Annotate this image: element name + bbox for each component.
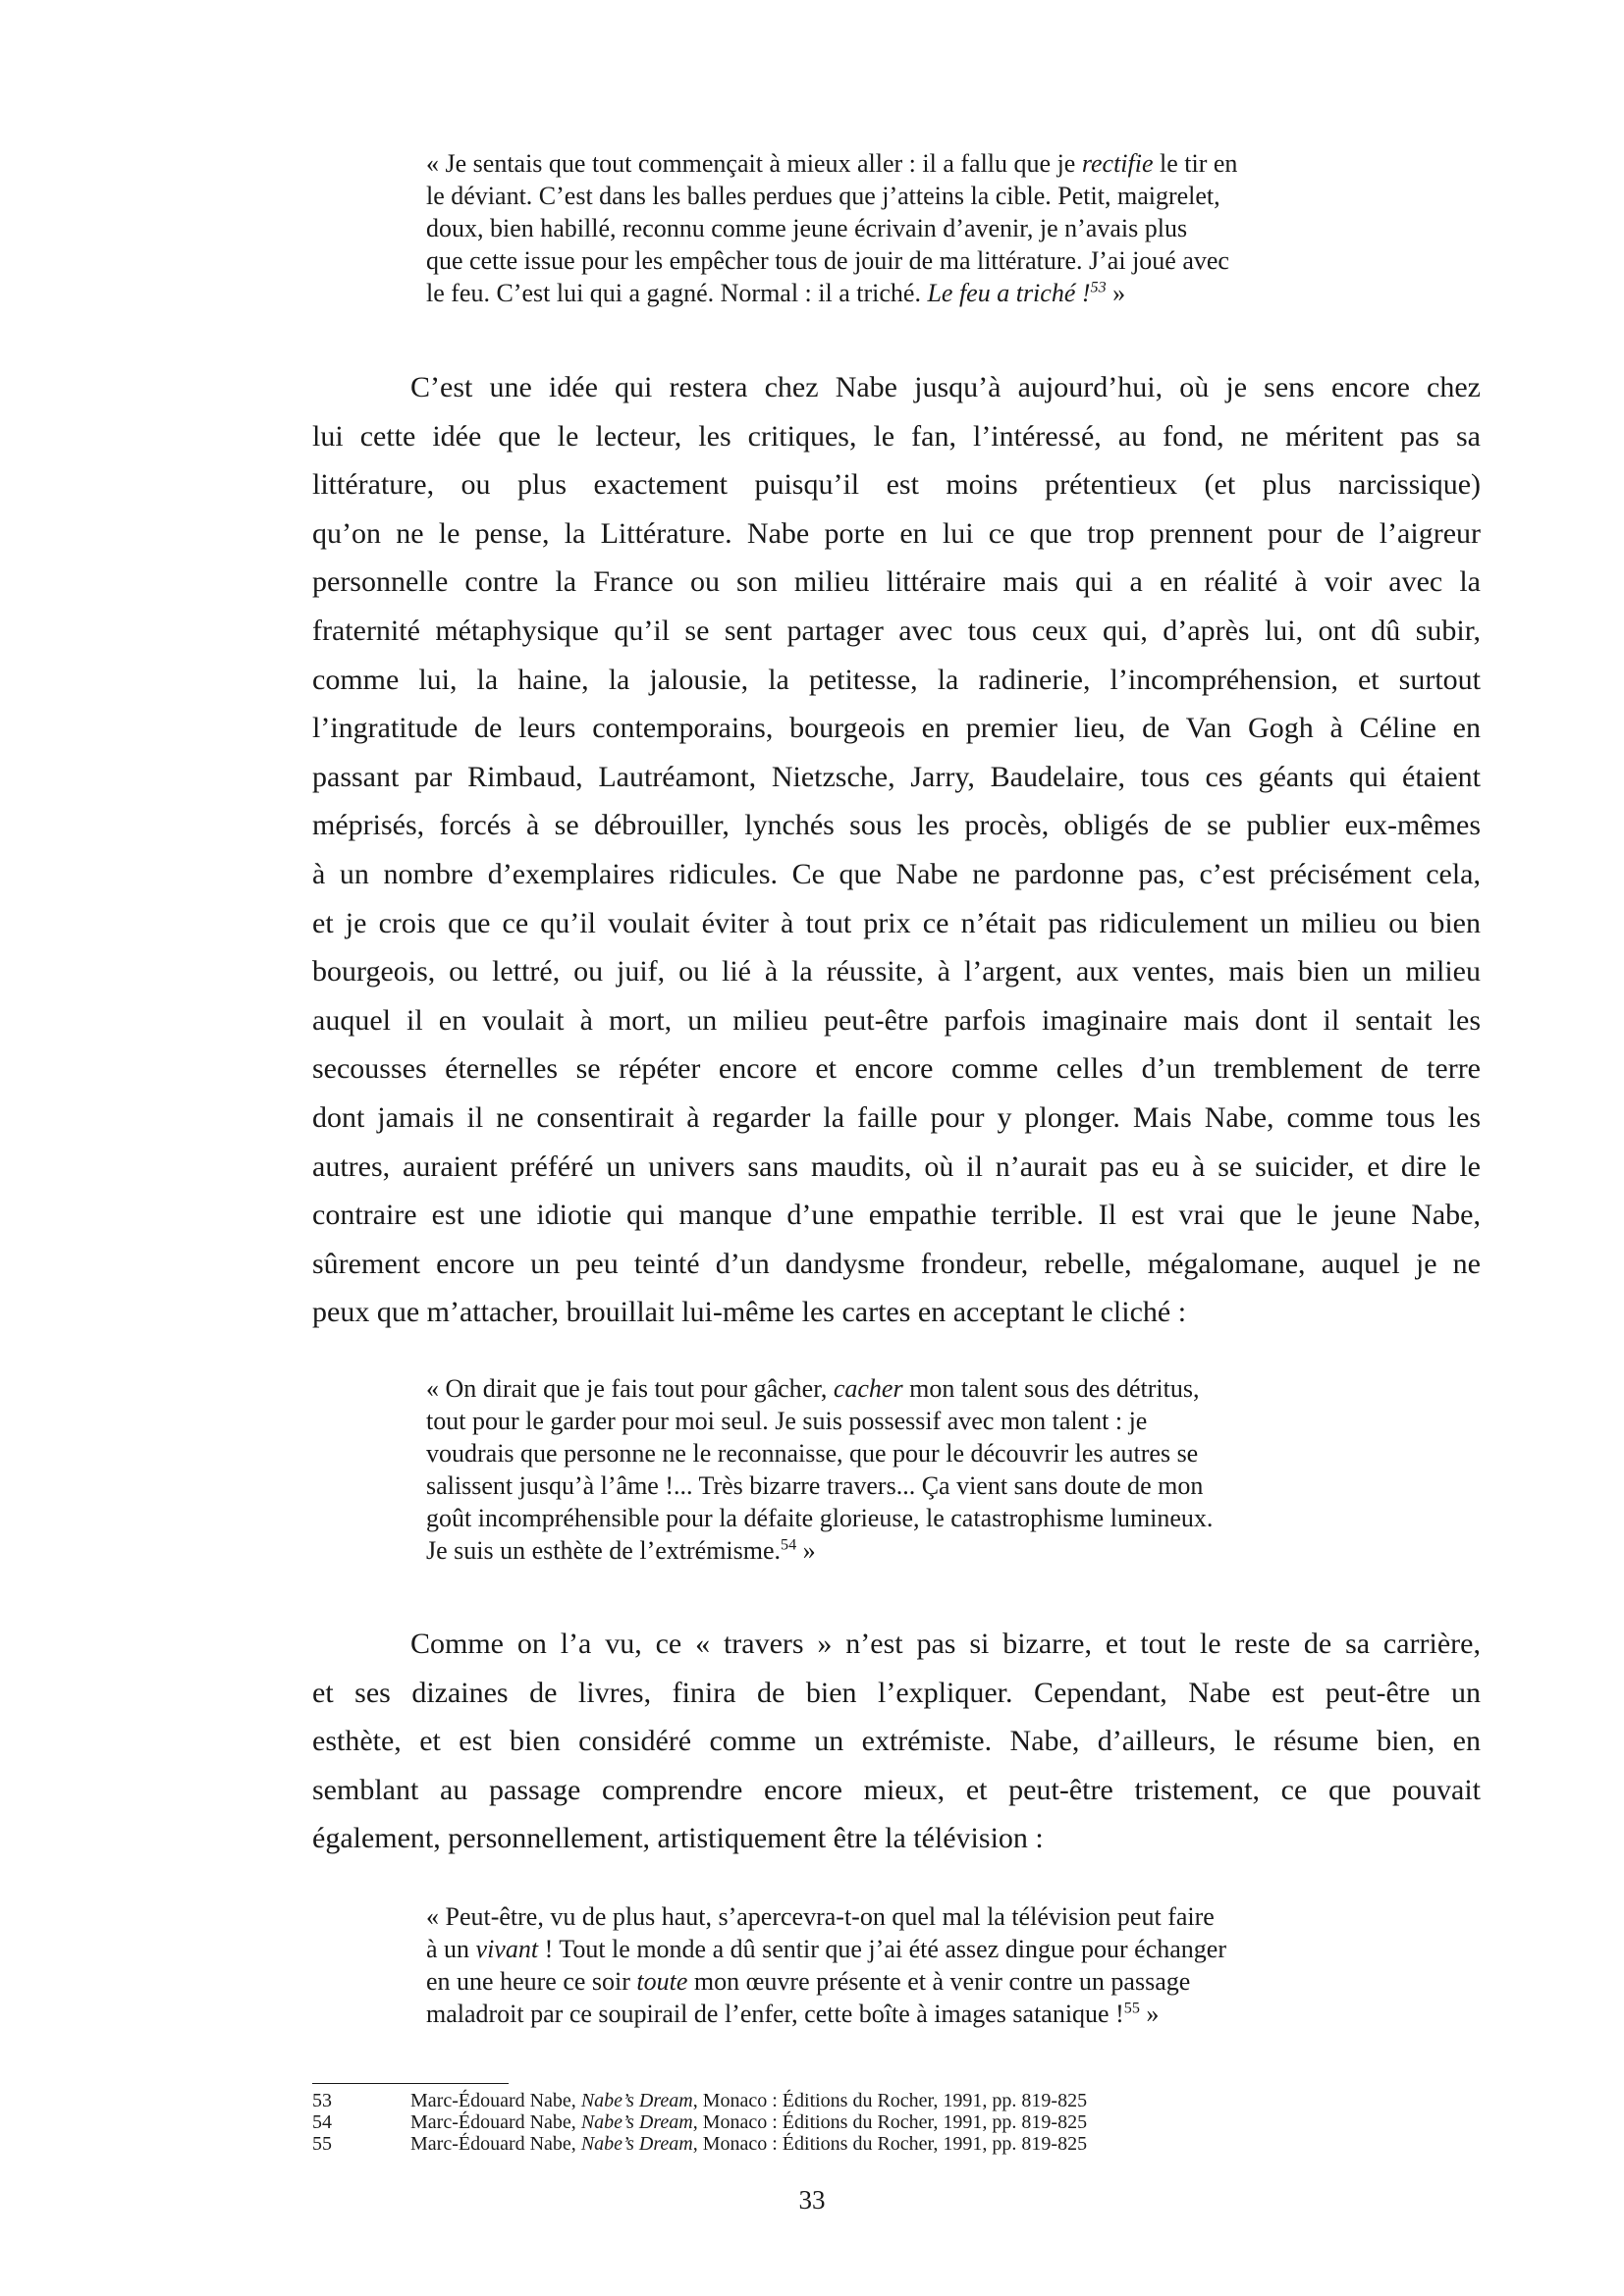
quote-line: doux, bien habillé, reconnu comme jeune écrivain d’avenir, je n’avais plus — [426, 214, 1188, 242]
paragraph-line: lui cette idée que le lecteur, les critiques, le fan, l’intéressé, au fond, ne méritent pas sa — [312, 419, 1481, 453]
footnote-text: Marc-Édouard Nabe, Nabe’s Dream, Monaco : Éditions du Rocher, 1991, pp. 819-825 — [410, 2090, 1088, 2111]
page-number: 33 — [798, 2185, 826, 2215]
paragraph-line: et ses dizaines de livres, finira de bien l’expliquer. Cependant, Nabe est peut-être un — [312, 1676, 1481, 1709]
paragraph-line: littérature, ou plus exactement puisqu’il est moins prétentieux (et plus narcissique) — [312, 468, 1481, 502]
quote-line: voudrais que personne ne le reconnaisse, que pour le découvrir les autres se — [426, 1439, 1199, 1468]
footnote-text: Marc-Édouard Nabe, Nabe’s Dream, Monaco : Éditions du Rocher, 1991, pp. 819-825 — [410, 2133, 1088, 2155]
quote-line: maladroit par ce soupirail de l’enfer, cette boîte à images satanique !$^{55}$ » — [426, 2000, 1160, 2028]
paragraph-line: contraire est une idiotie qui manque d’une empathie terrible. Il est vrai que le jeune Nabe, — [312, 1199, 1481, 1232]
block-quote-2 — [426, 1372, 1367, 1567]
footnote — [312, 2090, 1294, 2111]
footnote — [312, 2111, 1294, 2133]
footnote-ref[interactable]: 54 — [781, 1536, 797, 1554]
paragraph-line: également, personnellement, artistiquement être la télévision : — [312, 1822, 1044, 1855]
paragraph-line: méprisés, forcés à se débrouiller, lynchés sous les procès, obligés de se publier eux-mêmes — [312, 809, 1481, 842]
footnote-number: 54 — [312, 2111, 332, 2133]
footnote — [312, 2133, 1294, 2155]
footnote-number: 53 — [312, 2090, 332, 2111]
quote-line: à un vivant ! Tout le monde a dû sentir que j’ai été assez dingue pour échanger — [426, 1935, 1226, 1963]
paragraph-line: passant par Rimbaud, Lautréamont, Nietzsche, Jarry, Baudelaire, tous ces géants qui étaient — [312, 760, 1481, 793]
paragraph-line: à un nombre d’exemplaires ridicules. Ce que Nabe ne pardonne pas, c’est précisément cela, — [312, 857, 1481, 890]
paragraph-line: bourgeois, ou lettré, ou juif, ou lié à la réussite, à l’argent, aux ventes, mais bien un milieu — [312, 955, 1481, 988]
quote-line: que cette issue pour les empêcher tous de jouir de ma littérature. J’ai joué avec — [426, 246, 1229, 275]
paragraph-line: personnelle contre la France ou son milieu littéraire mais qui a en réalité à voir avec la — [312, 565, 1481, 599]
paragraph-1 — [312, 363, 1481, 1337]
footnote-ref[interactable]: 53 — [1090, 279, 1107, 296]
quote-line: Je suis un esthète de l’extrémisme.$^{54}$ » — [426, 1536, 816, 1565]
quote-line: « Je sentais que tout commençait à mieux aller : il a fallu que je rectifie le tir en — [426, 149, 1238, 178]
quote-line: en une heure ce soir toute mon œuvre présente et à venir contre un passage — [426, 1967, 1191, 1996]
paragraph-line: et je crois que ce qu’il voulait éviter à tout prix ce n’était pas ridiculement un milieu ou bien — [312, 906, 1481, 939]
paragraph-line: fraternité métaphysique qu’il se sent partager avec tous ceux qui, d’après lui, ont dû subir, — [312, 614, 1481, 647]
paragraph-line: semblant au passage comprendre encore mieux, et peut-être tristement, ce que pouvait — [312, 1773, 1481, 1806]
paragraph-line: secousses éternelles se répéter encore et encore comme celles d’un tremblement de terre — [312, 1052, 1481, 1086]
quote-line: « Peut-être, vu de plus haut, s’apercevra-t-on quel mal la télévision peut faire — [426, 1902, 1215, 1931]
paragraph-line: qu’on ne le pense, la Littérature. Nabe porte en lui ce que trop prennent pour de l’aigreur — [312, 516, 1481, 550]
paragraph-line: esthète, et est bien considéré comme un extrémiste. Nabe, d’ailleurs, le résume bien, en — [312, 1725, 1481, 1758]
paragraph-line: comme lui, la haine, la jalousie, la petitesse, la radinerie, l’incompréhension, et surtout — [312, 663, 1481, 696]
paragraph-2 — [312, 1620, 1481, 1863]
quote-line: tout pour le garder pour moi seul. Je suis possessif avec mon talent : je — [426, 1407, 1148, 1435]
footnote-number: 55 — [312, 2133, 332, 2155]
block-quote-1 — [426, 147, 1367, 309]
paragraph-line: auquel il en voulait à mort, un milieu peut-être parfois imaginaire mais dont il sentait les — [312, 1003, 1481, 1037]
paragraph-line: autres, auraient préféré un univers sans maudits, où il n’aurait pas eu à se suicider, et dire le — [312, 1149, 1481, 1183]
footnote-text: Marc-Édouard Nabe, Nabe’s Dream, Monaco : Éditions du Rocher, 1991, pp. 819-825 — [410, 2111, 1088, 2133]
footnote-separator — [312, 2083, 509, 2084]
quote-line: goût incompréhensible pour la défaite glorieuse, le catastrophisme lumineux. — [426, 1504, 1214, 1532]
block-quote-3 — [426, 1900, 1367, 2030]
quote-line: salissent jusqu’à l’âme !... Très bizarre travers... Ça vient sans doute de mon — [426, 1471, 1204, 1500]
paragraph-line: C’est une idée qui restera chez Nabe jusqu’à aujourd’hui, où je sens encore chez — [410, 371, 1481, 403]
quote-line: le déviant. C’est dans les balles perdues que j’atteins la cible. Petit, maigrelet, — [426, 182, 1220, 210]
footnote-ref[interactable]: 55 — [1123, 2000, 1140, 2017]
footnotes — [312, 2090, 1294, 2155]
paragraph-line: dont jamais il ne consentirait à regarder la faille pour y plonger. Mais Nabe, comme tous les — [312, 1100, 1481, 1134]
quote-line: le feu. C’est lui qui a gagné. Normal : il a triché. Le feu a triché !$^{53}$ » — [426, 279, 1126, 307]
paragraph-line: l’ingratitude de leurs contemporains, bourgeois en premier lieu, de Van Gogh à Céline en — [312, 712, 1481, 745]
paragraph-line: sûrement encore un peu teinté d’un dandysme frondeur, rebelle, mégalomane, auquel je ne — [312, 1247, 1481, 1280]
paragraph-line: Comme on l’a vu, ce « travers » n’est pas si bizarre, et tout le reste de sa carrière, — [410, 1628, 1481, 1660]
quote-line: « On dirait que je fais tout pour gâcher, cacher mon talent sous des détritus, — [426, 1374, 1200, 1403]
paragraph-line: peux que m’attacher, brouillait lui-même les cartes en acceptant le cliché : — [312, 1296, 1187, 1329]
